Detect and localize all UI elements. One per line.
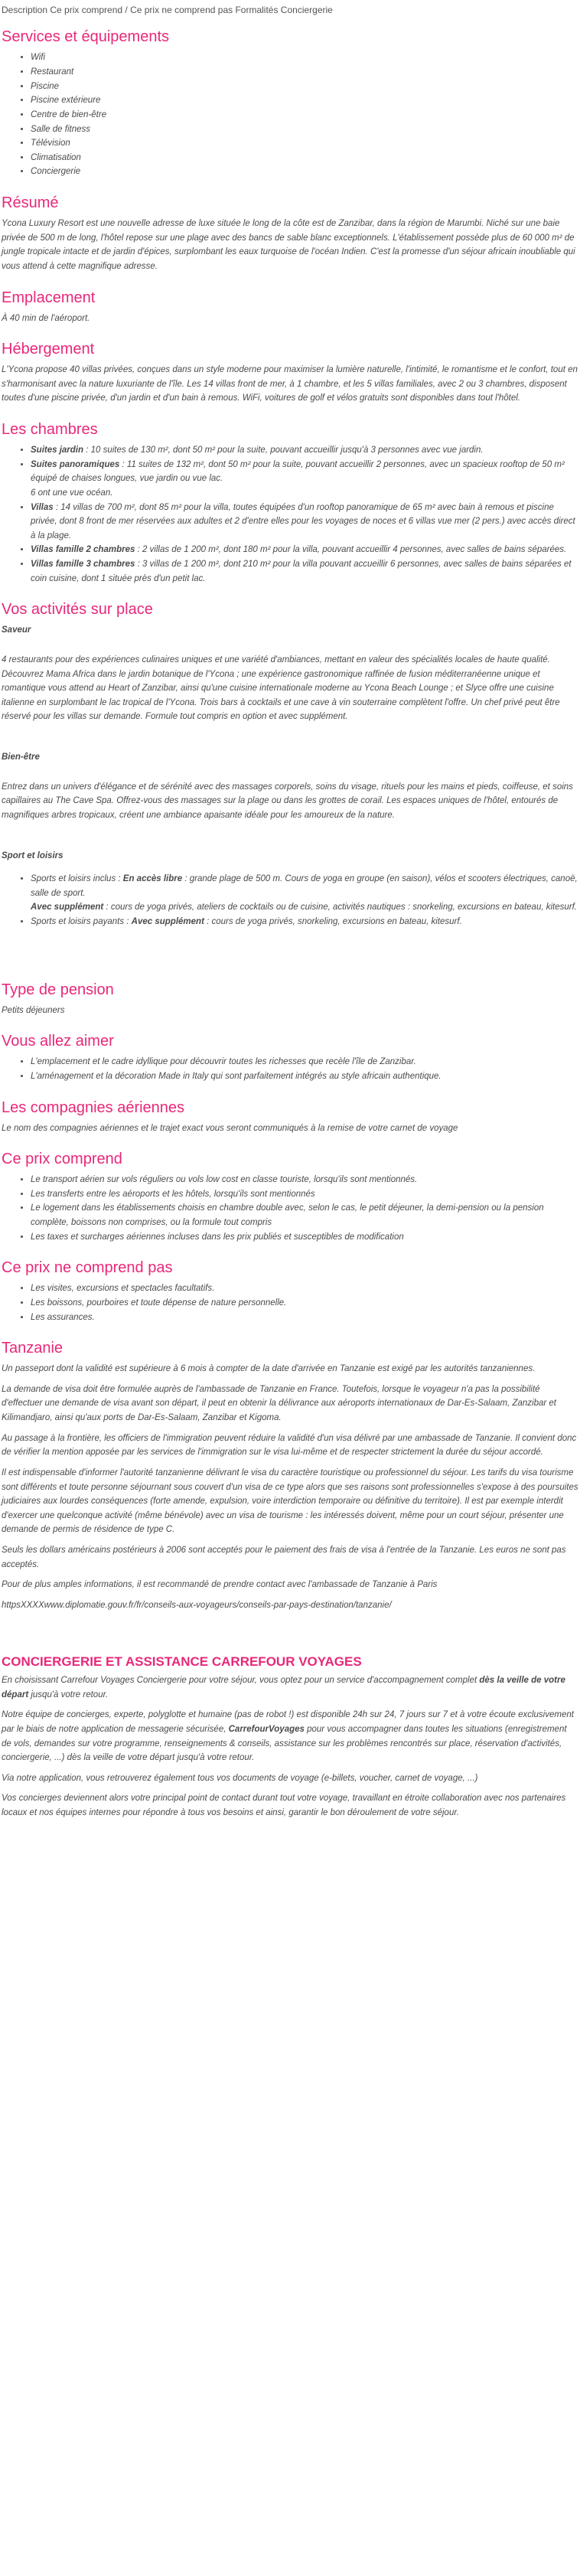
list-item: • Wifi <box>31 51 578 65</box>
resume-text: Ycona Luxury Resort est une nouvelle adresse de luxe située le long de la côte est de Zanzibar, dans la région de Marumbi. Niché sur une baie privée de 500 m de long, l'hôtel repose sur une plage avec des bancs de sable blanc exceptionnels. L'établissement possède plus de 60 000 m² de jungle tropicale intacte et de jardin d'épices, surplombant les eaux turquoise de l'océan Indien. C'est la promesse d'un séjour africain inoubliable qui vous attend à cette magnifique adresse. <box>2 219 575 271</box>
tanzanie-paragraph: La demande de visa doit être formulée auprès de l'ambassade de Tanzanie en France. Toutefois, lorsque le voyageur n'a pas la possibilité d'effectuer une demande de visa avant son départ, il peut en obtenir la délivrance aux aéroports internationaux de Dar-Es-Salaam, Zanzibar et Kilimandjaro, ainsi qu'aux ports de Dar-Es-Salaam, Zanzibar et Kigoma. <box>2 1384 556 1423</box>
room-description: : 3 villas de 1 200 m², dont 210 m² pour la villa pouvant accueillir 6 personnes, avec salles de bains séparées et coin cuisine, dont 1 située près d'un petit lac. <box>31 560 572 583</box>
emplacement-title: Emplacement <box>2 289 96 306</box>
conciergerie-paragraph: Via notre application, vous retrouverez également tous vos documents de voyage (e-billets, voucher, carnet de voyage, ...) <box>2 1773 478 1783</box>
conciergerie-section <box>2 1654 578 1820</box>
list-item: • Télévision <box>31 136 578 151</box>
tanzanie-paragraph: Seuls les dollars américains postérieurs à 2006 sont acceptés pour le paiement des frais de visa à l'entrée de la Tanzanie. Les euros ne sont pas acceptés. <box>2 1546 566 1569</box>
room-type-label: Suites jardin <box>31 446 84 455</box>
list-item: • Le transport aérien sur vols réguliers ou vols low cost en classe touriste, lorsqu'ils sont mentionnés. <box>31 1173 578 1187</box>
aimer-title: Vous allez aimer <box>2 1033 114 1050</box>
room-type-label: Villas famille 2 chambres <box>31 545 135 555</box>
tanzanie-paragraph: Pour de plus amples informations, il est recommandé de prendre contact avec l'ambassade de Tanzanie à Paris <box>2 1580 438 1590</box>
chambres-section <box>2 421 578 586</box>
list-item: • Les visites, excursions et spectacles facultatifs. <box>31 1281 578 1296</box>
compagnies-section <box>2 1099 578 1136</box>
saveur-subtitle: Saveur <box>2 625 31 635</box>
list-item: • Piscine extérieure <box>31 93 578 108</box>
room-description: : 11 suites de 132 m², dont 50 m² pour la suite, pouvant accueillir 2 personnes, avec un spacieux rooftop de 50 m² équipé de chaises longues, vue jardin ou vue lac. <box>31 459 565 484</box>
list-item: • Sports et loisirs payants : Avec supplément : cours de yoga privés, snorkeling, excursions en bateau, kitesurf. <box>31 915 578 929</box>
conciergerie-paragraph: Vos concierges deviennent alors votre principal point de contact durant tout votre voyage, travaillant en étroite collaboration avec nos partenaires locaux et nos équipes internes pour répondre à tous vos besoins et ainsi, garantir le bon déroulement de votre séjour. <box>2 1794 566 1818</box>
ne-comprend-list <box>2 1281 578 1324</box>
comprend-title: Ce prix comprend <box>2 1151 122 1168</box>
pension-title: Type de pension <box>2 981 114 998</box>
services-section <box>2 28 578 179</box>
tanzanie-paragraph: Il est indispensable d'informer l'autorité tanzanienne délivrant le visa du caractère touristique ou professionnel du séjour. Les tarifs du visa tourisme sont différents et toute personne séjournant sous couvert d'un visa de ce type alors que ses raisons sont professionnelles s'expose à des poursuites judiciaires aux lourdes conséquences (forte amende, expulsion, voire interdiction temporaire ou définitive du territoire). Il est par exemple interdit d'exercer une quelconque activité (même bénévole) avec un visa de tourisme : les intéressés doivent, même pour un court séjour, présenter une demande de permis de résidence de type C. <box>2 1468 578 1535</box>
list-item: • Les boissons, pourboires et toute dépense de nature personnelle. <box>31 1296 578 1311</box>
services-list <box>2 51 578 179</box>
list-item <box>31 443 578 458</box>
emplacement-text: À 40 min de l'aéroport. <box>2 313 90 323</box>
saveur-text: 4 restaurants pour des expériences culinaires uniques et une variété d'ambiances, mettant en valeur des spécialités locales de haute qualité. Découvrez Mama Africa dans le jardin botanique de l'Ycona ; une expérience gastronomique raffinée de fusion méditerranéenne unique et romantique vous attend au Heart of Zanzibar, ainsi qu'une cuisine internationale moderne au Ycona Beach Lounge ; et Slyce offre une cuisine italienne en surplombant le lac tropical de l'Ycona. Trois bars à cocktails et une cave à vin souterraine complètent l'offre. Un chef privé peut être réservé pour les villas sur demande. Formule tout compris en option et avec supplément. <box>2 655 560 722</box>
tanzanie-paragraph: Au passage à la frontière, les officiers de l'immigration peuvent réduire la validité d'un visa délivré par une ambassade de Tanzanie. Il convient donc de vérifier la mention apposée par les services de l'immigration sur le visa lui-même et de respecter strictement la durée du séjour accordé. <box>2 1433 577 1458</box>
diplomatie-url: httpsXXXXwww.diplomatie.gouv.fr/fr/conseils-aux-voyageurs/conseils-par-pays-destination/tanzanie/ <box>2 1600 392 1610</box>
pension-section <box>2 981 578 1018</box>
pension-text: Petits déjeuners <box>2 1005 65 1015</box>
list-item <box>31 543 578 557</box>
list-item: • L'aménagement et la décoration Made in Italy qui sont parfaitement intégrés au style africain authentique. <box>31 1069 578 1084</box>
list-item: • Sports et loisirs inclus : En accès libre : grande plage de 500 m. Cours de yoga en groupe (en saison), vélos et scooters électriques, canoë, salle de sport. Avec supplément : cours de yoga privés, ateliers de cocktails ou de cuisine, activités nautiques : snorkeling, excursions en bateau, kitesurf. <box>31 872 578 915</box>
sport-subtitle: Sport et loisirs <box>2 851 64 860</box>
list-item: • Le logement dans les établissements choisis en chambre double avec, selon le cas, le petit déjeuner, la demi-pension ou la pension complète, boissons non comprises, ou la formule tout compris <box>31 1201 578 1229</box>
activites-title: Vos activités sur place <box>2 601 153 619</box>
list-item <box>31 458 578 501</box>
list-item: • Climatisation <box>31 151 578 165</box>
list-item: • Centre de bien-être <box>31 108 578 122</box>
conciergerie-paragraph: Notre équipe de concierges, experte, polyglotte et humaine (pas de robot !) est disponible 24h sur 24, 7 jours sur 7 et à votre écoute exclusivement par le biais de notre application de messagerie sécurisée, CarrefourVoyages pour vous accompagner dans toutes les situations (enregistrement de vols, demandes sur votre programme, renseignements & conseils, assistance sur les problèmes rencontrés sur place, réservation d'activités, conciergerie, ...) dès la veille de votre départ jusqu'à votre retour. <box>2 1710 574 1763</box>
room-description: : 14 villas de 700 m², dont 85 m² pour la villa, toutes équipées d'un rooftop panoramique de 65 m² avec bain à remous et piscine privée, dont 8 front de mer réservées aux adultes et 2 d'entre elles pour les voyages de noces et 6 villas vue mer (2 pers.) avec accès direct à la plage. <box>31 502 575 540</box>
resume-title: Résumé <box>2 194 59 212</box>
compagnies-title: Les compagnies aériennes <box>2 1099 185 1116</box>
resume-section <box>2 194 578 274</box>
list-item <box>31 557 578 586</box>
list-item: • Restaurant <box>31 65 578 80</box>
conciergerie-paragraph: En choisissant Carrefour Voyages Conciergerie pour votre séjour, vous optez pour un service d'accompagnement complet dès la veille de votre départ jusqu'à votre retour. <box>2 1676 565 1699</box>
room-description: : 10 suites de 130 m², dont 50 m² pour la suite, pouvant accueillir jusqu'à 3 personnes avec vue jardin. <box>83 446 484 455</box>
room-description: : 2 villas de 1 200 m², dont 180 m² pour la villa, pouvant accueillir 4 personnes, avec salles de bains séparées. <box>135 545 567 555</box>
list-item: • Conciergerie <box>31 165 578 179</box>
hebergement-section <box>2 341 578 406</box>
list-item: • Salle de fitness <box>31 122 578 137</box>
comprend-list <box>2 1173 578 1244</box>
room-type-label: Suites panoramiques <box>31 459 120 469</box>
emplacement-section <box>2 289 578 326</box>
list-item: • Les transferts entre les aéroports et les hôtels, lorsqu'ils sont mentionnés <box>31 1187 578 1202</box>
compagnies-text: Le nom des compagnies aériennes et le trajet exact vous seront communiqués à la remise de votre carnet de voyage <box>2 1123 458 1133</box>
room-type-label: Villas famille 3 chambres <box>31 560 135 570</box>
aimer-list <box>2 1055 578 1083</box>
ne-comprend-section <box>2 1259 578 1324</box>
services-title: Services et équipements <box>2 28 170 46</box>
hebergement-title: Hébergement <box>2 341 95 358</box>
tanzanie-title: Tanzanie <box>2 1340 64 1357</box>
tab-bar-text: Description Ce prix comprend / Ce prix ne comprend pas Formalités Conciergerie <box>2 5 333 15</box>
tanzanie-paragraph: Un passeport dont la validité est supérieure à 6 mois à compter de la date d'arrivée en Tanzanie est exigé par les autorités tanzaniennes. <box>2 1364 536 1374</box>
list-item: • Les assurances. <box>31 1311 578 1325</box>
list-item: • Piscine <box>31 80 578 94</box>
chambres-title: Les chambres <box>2 421 98 439</box>
list-item: • Les taxes et surcharges aériennes incluses dans les prix publiés et susceptibles de modification <box>31 1230 578 1245</box>
bienetre-text: Entrez dans un univers d'élégance et de sérénité avec des massages corporels, soins du visage, rituels pour les mains et pieds, coiffeuse, et soins capillaires au The Cave Spa. Offrez-vous des massages sur la plage ou dans les grottes de corail. Les espaces uniques de l'hôtel, entourés de magnifiques arbres tropicaux, créent une ambiance apaisante idéale pour les amoureux de la nature. <box>2 782 573 820</box>
chambres-list <box>2 443 578 586</box>
ne-comprend-title: Ce prix ne comprend pas <box>2 1259 173 1277</box>
activites-section <box>2 601 578 929</box>
conciergerie-title: CONCIERGERIE ET ASSISTANCE CARREFOUR VOYAGES <box>2 1654 362 1669</box>
sport-list <box>2 872 578 929</box>
tanzanie-section <box>2 1340 578 1612</box>
list-item <box>31 501 578 544</box>
room-note: 6 ont une vue océan. <box>31 488 113 498</box>
bienetre-subtitle: Bien-être <box>2 753 40 762</box>
list-item: • L'emplacement et le cadre idyllique pour découvrir toutes les richesses que recèle l'île de Zanzibar. <box>31 1055 578 1069</box>
aimer-section <box>2 1033 578 1083</box>
comprend-section <box>2 1151 578 1244</box>
room-type-label: Villas <box>31 502 54 512</box>
hebergement-text: L'Ycona propose 40 villas privées, conçues dans un style moderne pour maximiser la lumière naturelle, l'intimité, le romantisme et le confort, tout en s'harmonisant avec la nature luxuriante de l'île. Les 14 villas front de mer, à 1 chambre, et les 5 villas familiales, avec 2 ou 3 chambres, disposent toutes d'une piscine privée, d'un jardin et d'un bain à remous. WiFi, voitures de golf et vélos gratuits sont disponibles dans tout l'hôtel. <box>2 365 578 403</box>
